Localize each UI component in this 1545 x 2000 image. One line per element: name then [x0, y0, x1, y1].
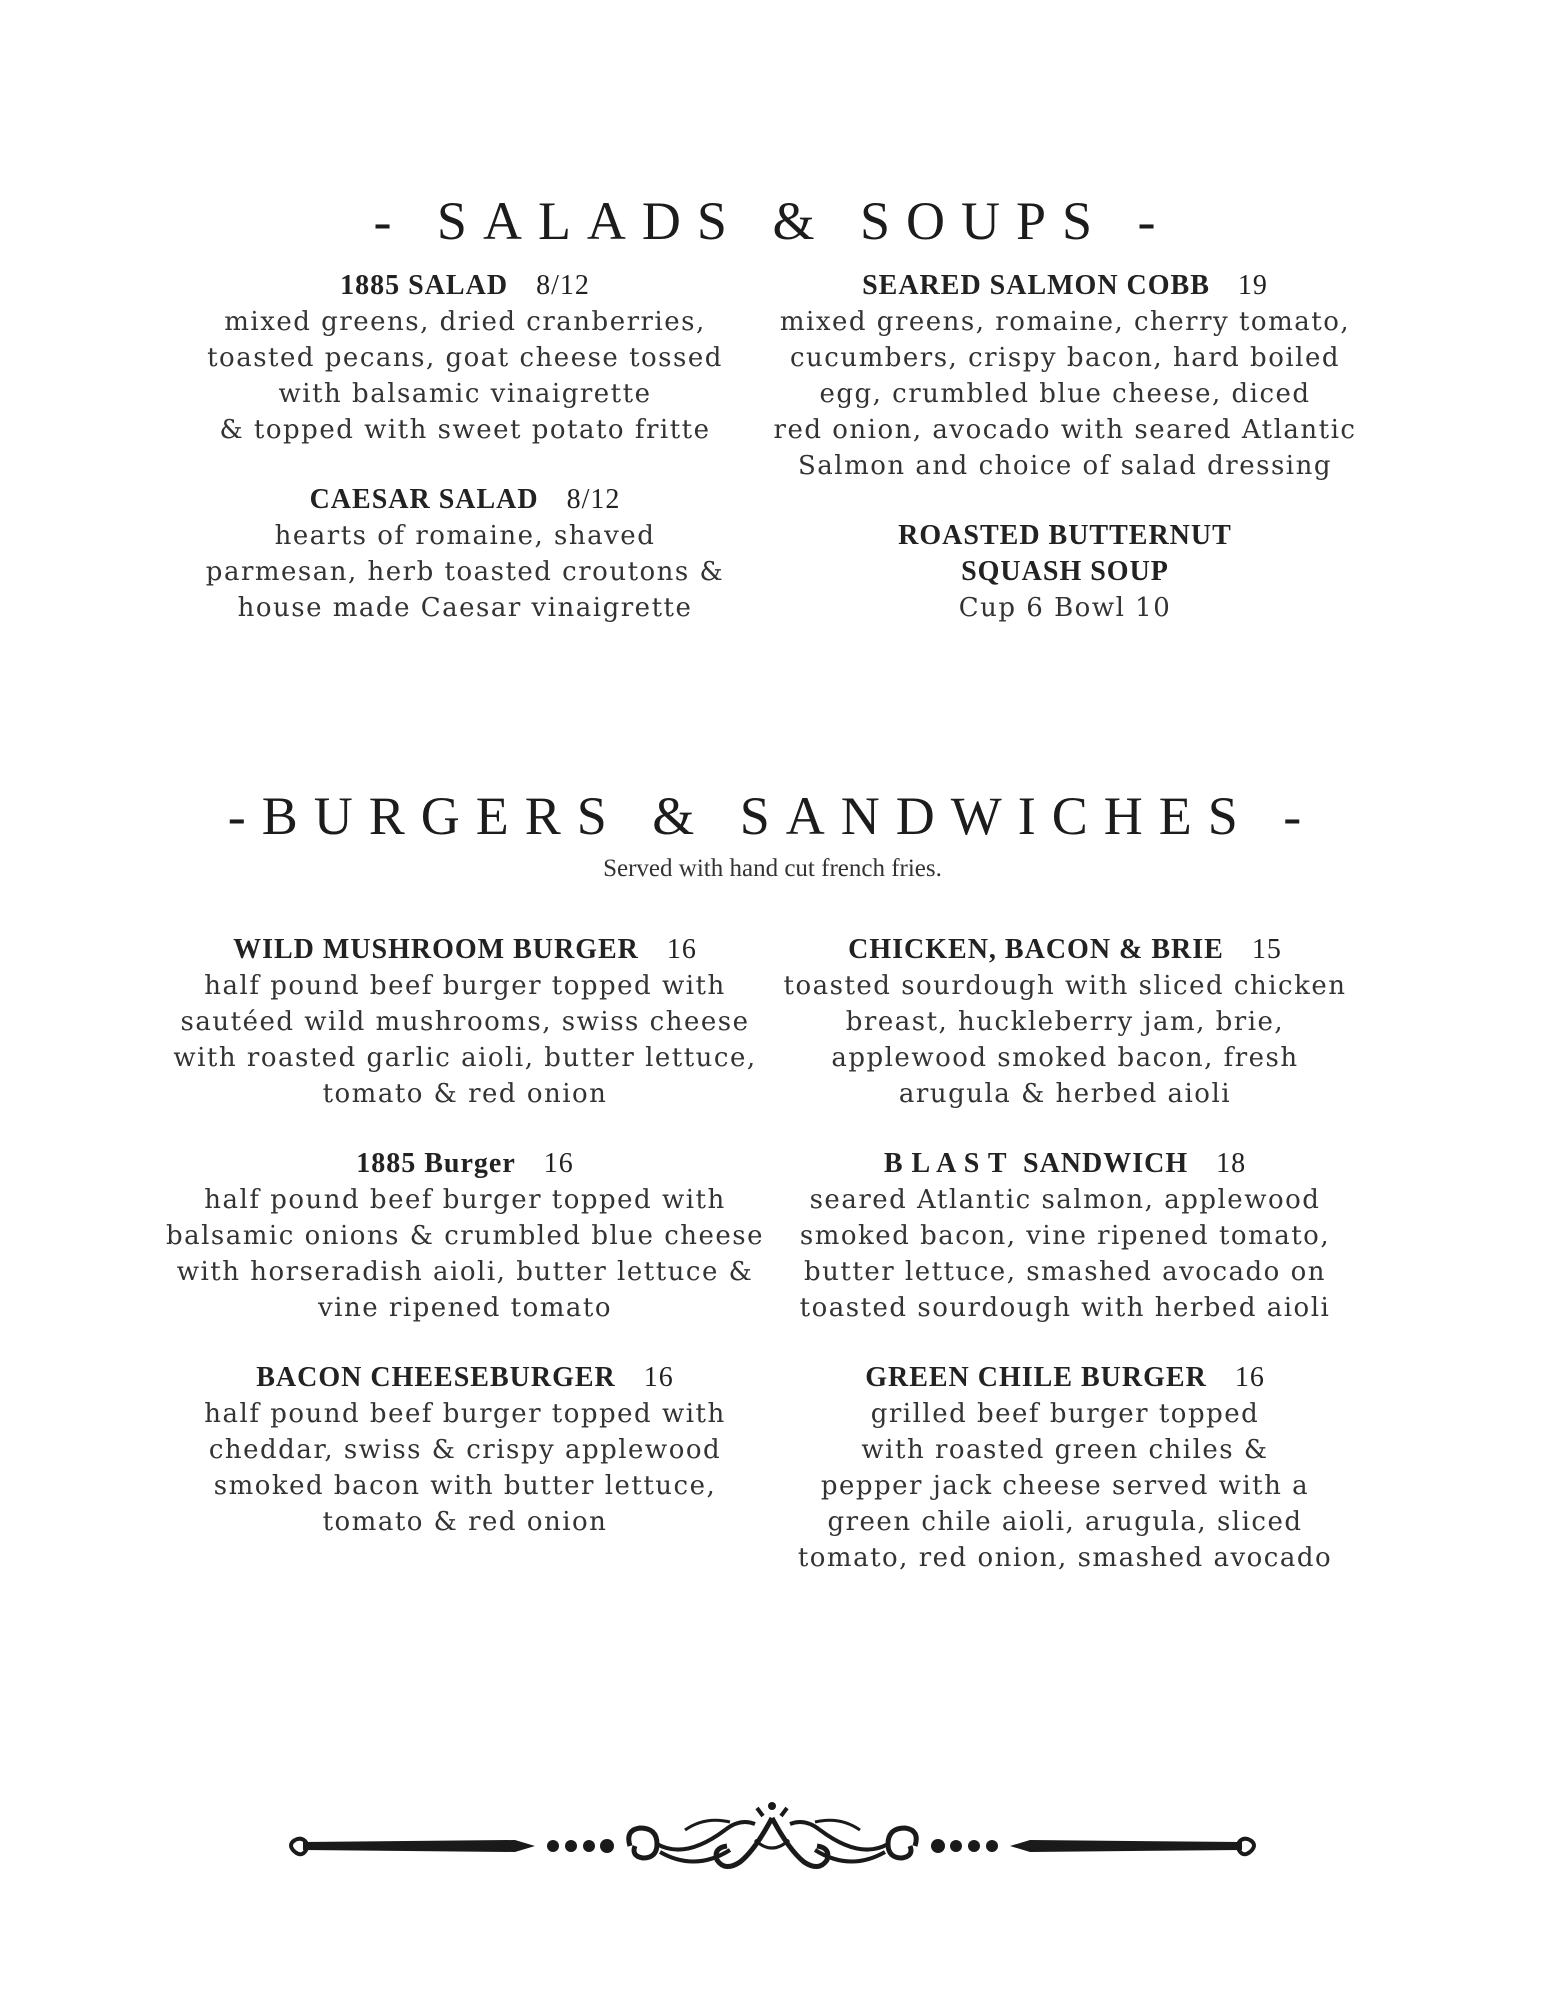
- item-name: SEARED SALMON COBB: [862, 270, 1210, 301]
- item-name: ROASTED BUTTERNUT SQUASH SOUP: [898, 520, 1232, 587]
- section-title-salads: - SALADS & SOUPS -: [373, 191, 1172, 251]
- menu-item-chicken-bacon-brie: [745, 932, 1385, 1112]
- item-price: 8/12: [536, 270, 590, 301]
- item-price: 15: [1251, 934, 1282, 965]
- item-description: mixed greens, dried cranberries, toasted pecans, goat cheese tossed with balsamic vinaigrette & topped with sweet potato fritte: [207, 307, 723, 445]
- item-name: WILD MUSHROOM BURGER: [233, 934, 639, 965]
- section-subtitle: Served with hand cut french fries.: [603, 855, 942, 882]
- menu-item-1885-burger: [145, 1146, 785, 1326]
- item-name: 1885 SALAD: [340, 270, 509, 301]
- item-description: mixed greens, romaine, cherry tomato, cucumbers, crispy bacon, hard boiled egg, crumbled blue cheese, diced red onion, avocado with seared Atlantic Salmon and choice of salad dressing: [773, 307, 1357, 481]
- item-price: 8/12: [566, 484, 621, 515]
- item-price: 19: [1237, 270, 1268, 301]
- item-price: 16: [543, 1148, 574, 1179]
- item-price: 18: [1216, 1148, 1247, 1179]
- menu-item-bacon-cheeseburger: [145, 1360, 785, 1540]
- item-description: Cup 6 Bowl 10: [958, 593, 1172, 623]
- item-description: seared Atlantic salmon, applewood smoked bacon, vine ripened tomato, butter lettuce, smashed avocado on toasted sourdough with herbed aioli: [799, 1185, 1331, 1323]
- menu-item-seared-salmon-cobb: [745, 268, 1385, 484]
- item-description: half pound beef burger topped with sautéed wild mushrooms, swiss cheese with roasted garlic aioli, butter lettuce, tomato & red onion: [173, 971, 757, 1109]
- menu-item-green-chile-burger: [745, 1360, 1385, 1576]
- item-name: BACON CHEESEBURGER: [256, 1362, 616, 1393]
- item-description: half pound beef burger topped with cheddar, swiss & crispy applewood smoked bacon with butter lettuce, tomato & red onion: [204, 1399, 726, 1537]
- menu-item-caesar-salad: [145, 482, 785, 626]
- item-description: grilled beef burger topped with roasted green chiles & pepper jack cheese served with a green chile aioli, arugula, sliced tomato, red onion, smashed avocado: [797, 1399, 1333, 1573]
- item-name: CAESAR SALAD: [309, 484, 539, 515]
- item-price: 16: [1234, 1362, 1265, 1393]
- item-description: hearts of romaine, shaved parmesan, herb toasted croutons & house made Caesar vinaigrette: [205, 521, 725, 623]
- item-description: toasted sourdough with sliced chicken breast, huckleberry jam, brie, applewood smoked bacon, fresh arugula & herbed aioli: [783, 971, 1347, 1109]
- menu-item-1885-salad: [145, 268, 785, 448]
- menu-item-wild-mushroom-burger: [145, 932, 785, 1112]
- section-title-burgers: -BURGERS & SANDWICHES -: [227, 786, 1318, 846]
- item-name: B L A S T SANDWICH: [883, 1148, 1189, 1179]
- menu-item-butternut-squash-soup: [745, 518, 1385, 626]
- item-name: GREEN CHILE BURGER: [865, 1362, 1207, 1393]
- menu-item-blast-sandwich: [745, 1146, 1385, 1326]
- item-price: 16: [643, 1362, 674, 1393]
- item-name: 1885 Burger: [356, 1148, 516, 1179]
- item-price: 16: [666, 934, 697, 965]
- flourish-divider-icon: [285, 1800, 1260, 1890]
- item-description: half pound beef burger topped with balsamic onions & crumbled blue cheese with horseradish aioli, butter lettuce & vine ripened tomato: [165, 1185, 765, 1323]
- item-name: CHICKEN, BACON & BRIE: [848, 934, 1224, 965]
